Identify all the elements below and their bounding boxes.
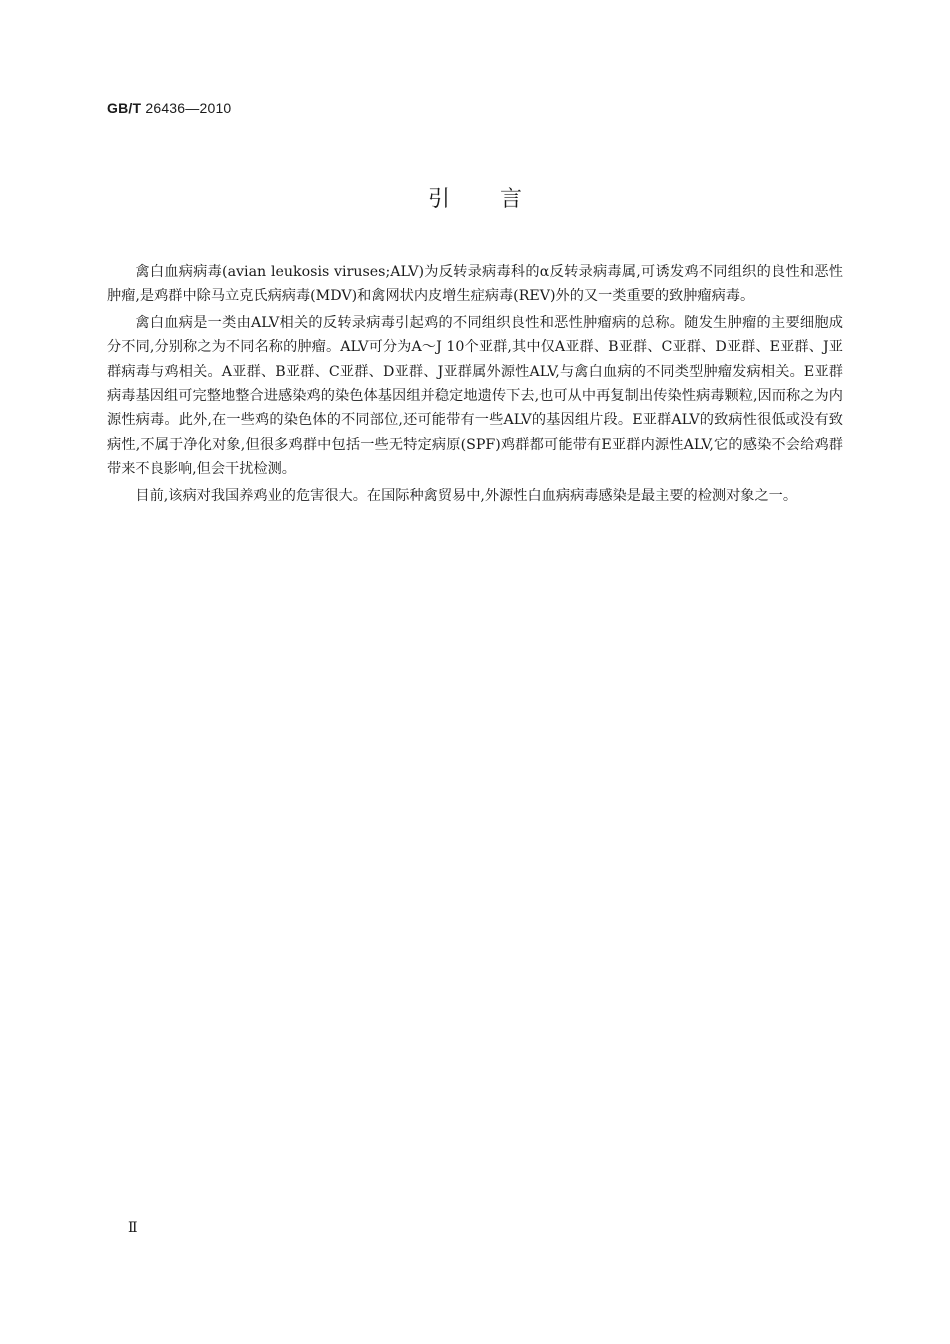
page-number: Ⅱ: [128, 1221, 138, 1236]
paragraph-3: 目前,该病对我国养鸡业的危害很大。在国际种禽贸易中,外源性白血病病毒感染是最主要的检测对象之一。: [135, 487, 798, 504]
paragraph-2: 禽白血病是一类由ALV相关的反转录病毒引起鸡的不同组织良性和恶性肿瘤病的总称。随发生肿瘤的主要细胞成分不同,分别称之为不同名称的肿瘤。ALV可分为A～J 10个亚群,其中仅A亚群、B亚群、C亚群、D亚群、E亚群、J亚群病毒与鸡相关。A亚群、B亚群、C亚群、D亚群、J亚群属外源性ALV,与禽白血病的不同类型肿瘤发病相关。E亚群病毒基因组可完整地整合进感染鸡的染色体基因组并稳定地遗传下去,也可从中再复制出传染性病毒颗粒,因而称之为内源性病毒。此外,在一些鸡的染色体的不同部位,还可能带有一些ALV的基因组片段。E亚群ALV的致病性很低或没有致病性,不属于净化对象,但很多鸡群中包括一些无特定病原(SPF)鸡群都可能带有E亚群内源性ALV,它的感染不会给鸡群带来不良影响,但会干扰检测。: [107, 314, 843, 478]
standard-prefix: GB/T: [107, 100, 142, 116]
page-title: 引言: [427, 187, 572, 212]
body-text: [107, 260, 843, 510]
standard-code: 26436—2010: [145, 100, 232, 116]
standard-number: [107, 100, 231, 116]
paragraph-1: 禽白血病病毒(avian leukosis viruses;ALV)为反转录病毒科的α反转录病毒属,可诱发鸡不同组织的良性和恶性肿瘤,是鸡群中除马立克氏病病毒(MDV)和禽网状内皮增生症病毒(REV)外的又一类重要的致肿瘤病毒。: [107, 264, 843, 305]
